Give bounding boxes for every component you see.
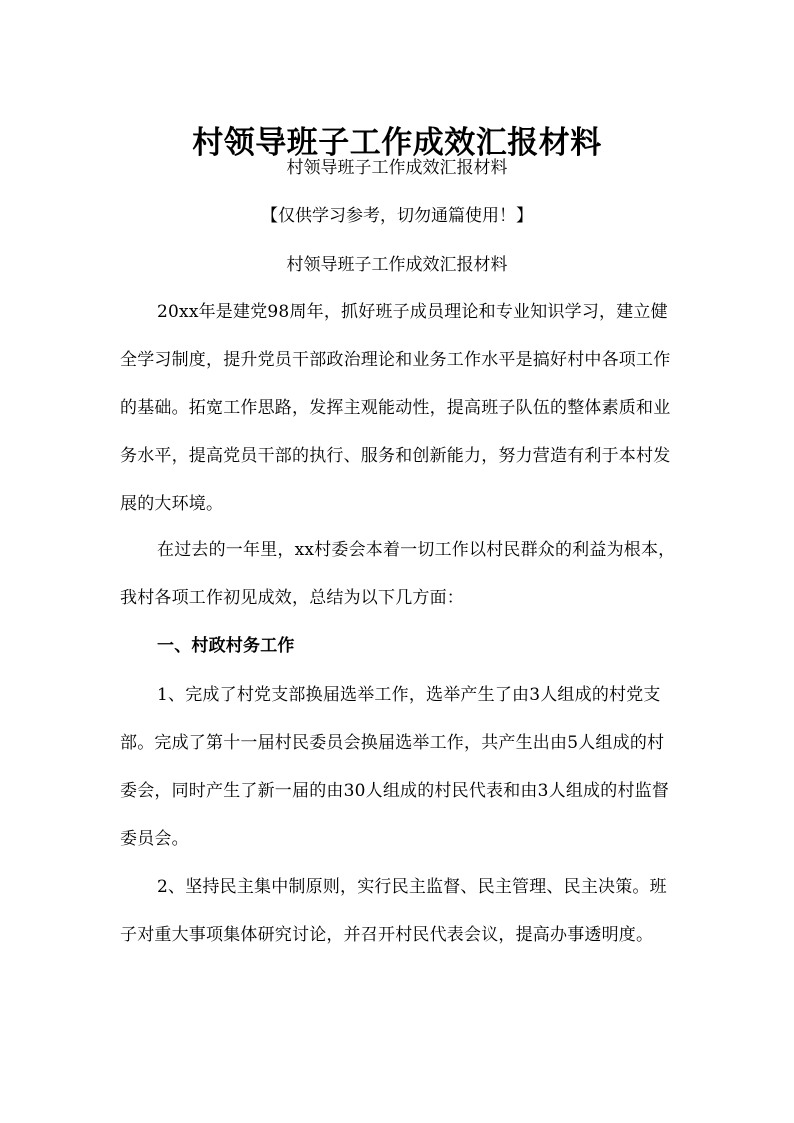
usage-notice: 【仅供学习参考，切勿通篇使用！】 <box>261 206 533 226</box>
body-paragraph-2: 在过去的一年里，xx村委会本着一切工作以村民群众的利益为根本，我村各项工作初见成效，总结为以下几方面： <box>120 540 676 608</box>
section-heading: 一、村政村务工作 <box>157 636 295 656</box>
body-paragraph-4: 2、坚持民主集中制原则，实行民主监督、民主管理、民主决策。班子对重大事项集体研究讨论，并召开村民代表会议，提高办事透明度。 <box>120 877 667 945</box>
body-paragraph-3: 1、完成了村党支部换届选举工作，选举产生了由3人组成的村党支部。完成了第十一届村民委员会换届选举工作，共产生出由5人组成的村委会，同时产生了新一届的由30人组成的村民代表和由3人组成的村监督委员会。 <box>120 685 670 849</box>
document-title: 村领导班子工作成效汇报材料 <box>192 124 602 161</box>
document-subtitle: 村领导班子工作成效汇报材料 <box>286 158 508 178</box>
body-paragraph-1: 20xx年是建党98周年，抓好班子成员理论和专业知识学习，建立健全学习制度，提升党员干部政治理论和业务工作水平是搞好村中各项工作的基础。拓宽工作思路，发挥主观能动性，提高班子队伍的整体素质和业务水平，提高党员干部的执行、服务和创新能力，努力营造有利于本村发展的大环境。 <box>120 302 671 514</box>
repeated-title: 村领导班子工作成效汇报材料 <box>286 255 508 275</box>
